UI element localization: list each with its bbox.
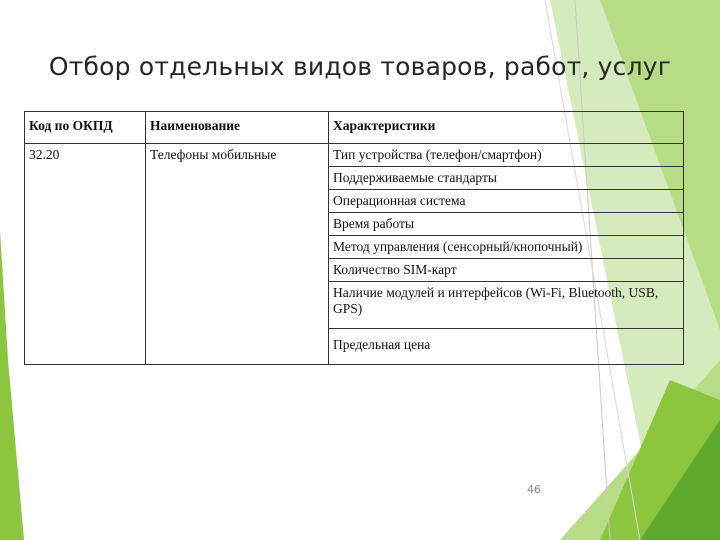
slide-title: Отбор отдельных видов товаров, работ, услуг [48,52,672,81]
characteristic-cell: Метод управления (сенсорный/кнопочный) [329,236,684,259]
left-green-sliver [0,230,24,540]
header-characteristics: Характеристики [329,112,684,144]
cell-name: Телефоны мобильные [146,144,329,365]
table-row [25,144,684,167]
okpd-table [24,111,684,365]
characteristic-cell: Наличие модулей и интерфейсов (Wi-Fi, Bluetooth, USB, GPS) [329,282,684,329]
characteristic-cell: Предельная цена [329,329,684,365]
page-number: 46 [527,483,541,496]
characteristic-cell: Время работы [329,213,684,236]
table-header-row [25,112,684,144]
characteristic-cell: Количество SIM-карт [329,259,684,282]
characteristic-cell: Тип устройства (телефон/смартфон) [329,144,684,167]
characteristic-cell: Операционная система [329,190,684,213]
header-code: Код по ОКПД [25,112,146,144]
characteristic-cell: Поддерживаемые стандарты [329,167,684,190]
cell-code: 32.20 [25,144,146,365]
header-name: Наименование [146,112,329,144]
